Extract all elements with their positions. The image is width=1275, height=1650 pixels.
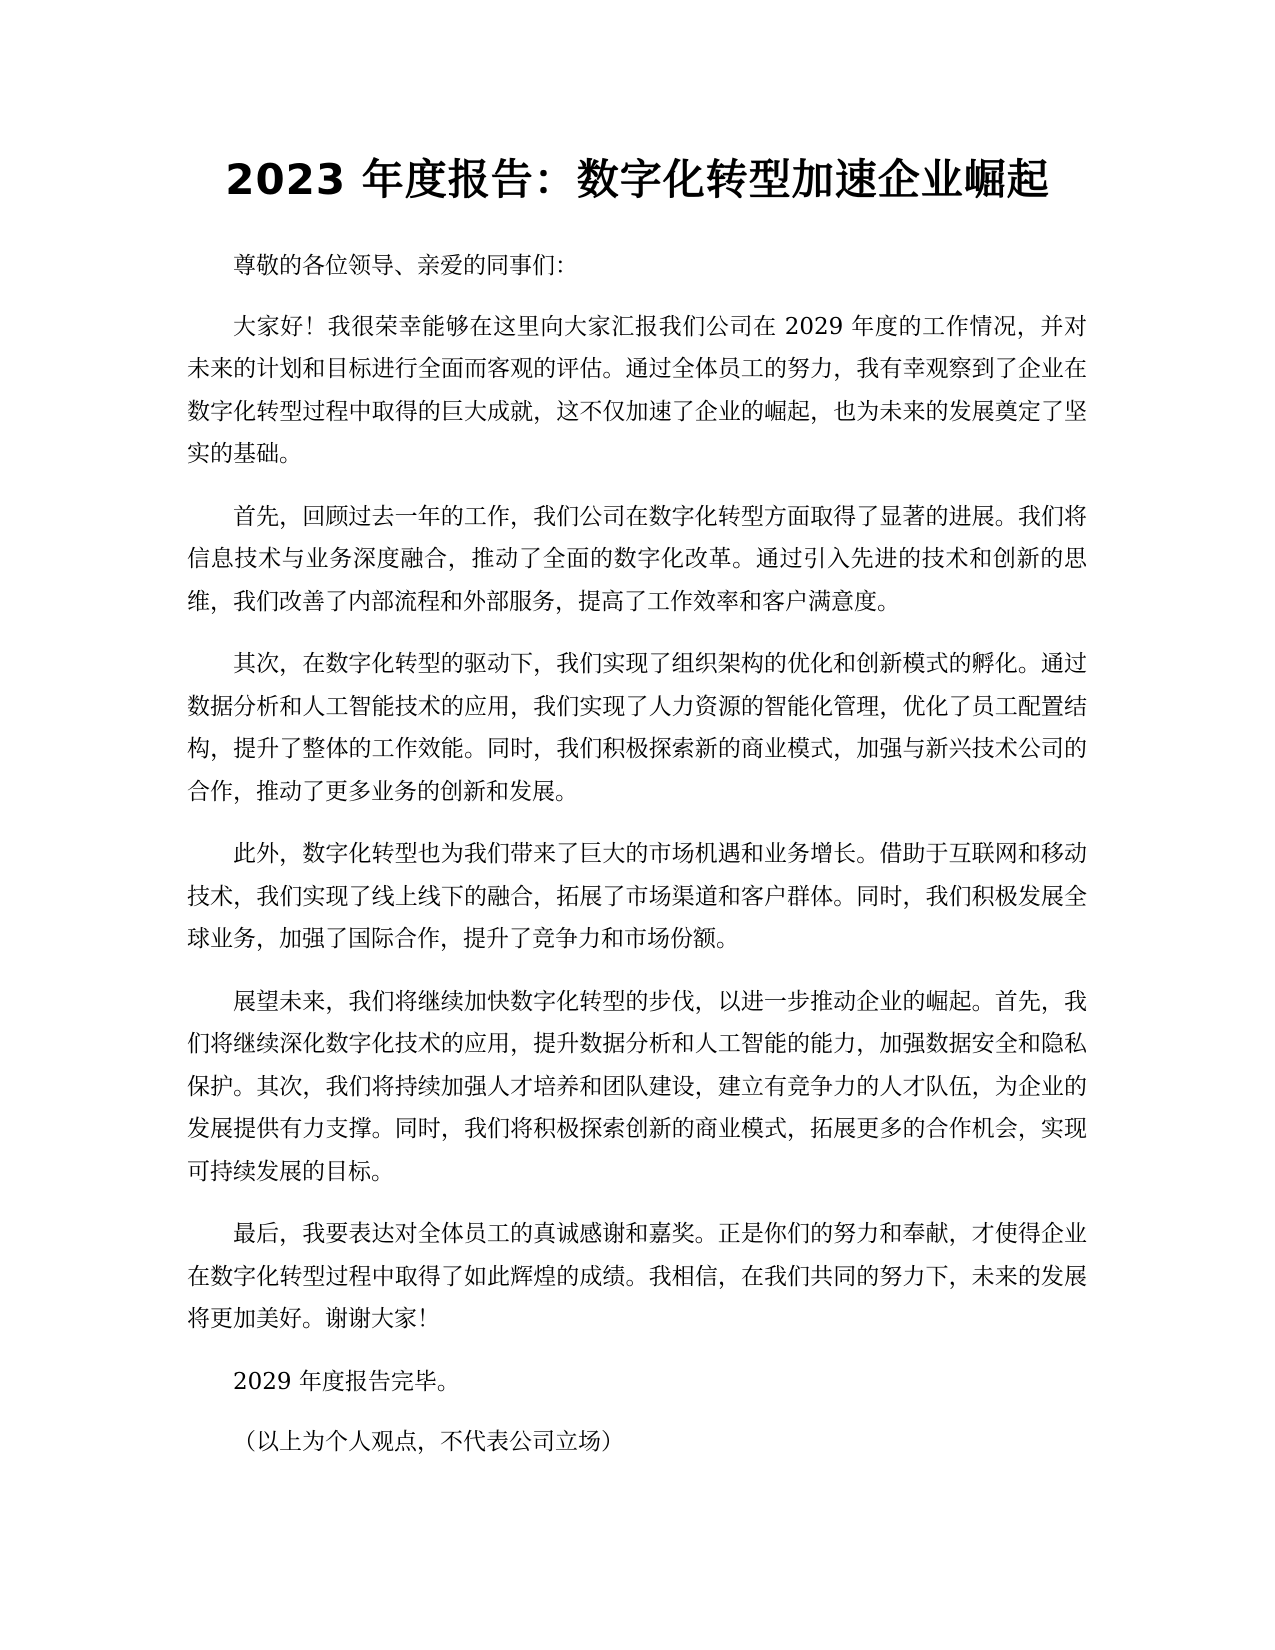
- disclaimer-line: （以上为个人观点，不代表公司立场）: [233, 1429, 624, 1455]
- paragraph-market: 此外，数字化转型也为我们带来了巨大的市场机遇和业务增长。借助于互联网和移动技术，我们实现了线上线下的融合，拓展了市场渠道和客户群体。同时，我们积极发展全球业务，加强了国际合作，提升了竞争力和市场份额。: [187, 841, 1087, 952]
- paragraph-review: 首先，回顾过去一年的工作，我们公司在数字化转型方面取得了显著的进展。我们将信息技术与业务深度融合，推动了全面的数字化改革。通过引入先进的技术和创新的思维，我们改善了内部流程和外部服务，提高了工作效率和客户满意度。: [187, 503, 1087, 615]
- paragraph-organization: 其次，在数字化转型的驱动下，我们实现了组织架构的优化和创新模式的孵化。通过数据分析和人工智能技术的应用，我们实现了人力资源的智能化管理，优化了员工配置结构，提升了整体的工作效能。同时，我们积极探索新的商业模式，加强与新兴技术公司的合作，推动了更多业务的创新和发展。: [187, 651, 1087, 805]
- paragraph-thanks: 最后，我要表达对全体员工的真诚感谢和嘉奖。正是你们的努力和奉献，才使得企业在数字化转型过程中取得了如此辉煌的成绩。我相信，在我们共同的努力下，未来的发展将更加美好。谢谢大家！: [187, 1221, 1087, 1332]
- document-body: [187, 245, 1087, 1482]
- paragraph-intro: 大家好！我很荣幸能够在这里向大家汇报我们公司在 2029 年度的工作情况，并对未来的计划和目标进行全面而客观的评估。通过全体员工的努力，我有幸观察到了企业在数字化转型过程中取得的巨大成就，这不仅加速了企业的崛起，也为未来的发展奠定了坚实的基础。: [187, 313, 1087, 467]
- greeting-paragraph: 尊敬的各位领导、亲爱的同事们：: [233, 253, 578, 279]
- paragraph-outlook: 展望未来，我们将继续加快数字化转型的步伐，以进一步推动企业的崛起。首先，我们将继续深化数字化技术的应用，提升数据分析和人工智能的能力，加强数据安全和隐私保护。其次，我们将持续加强人才培养和团队建设，建立有竞争力的人才队伍，为企业的发展提供有力支撑。同时，我们将积极探索创新的商业模式，拓展更多的合作机会，实现可持续发展的目标。: [187, 988, 1087, 1185]
- document-title: 2023 年度报告：数字化转型加速企业崛起: [225, 155, 1050, 204]
- closing-line: 2029 年度报告完毕。: [233, 1368, 460, 1395]
